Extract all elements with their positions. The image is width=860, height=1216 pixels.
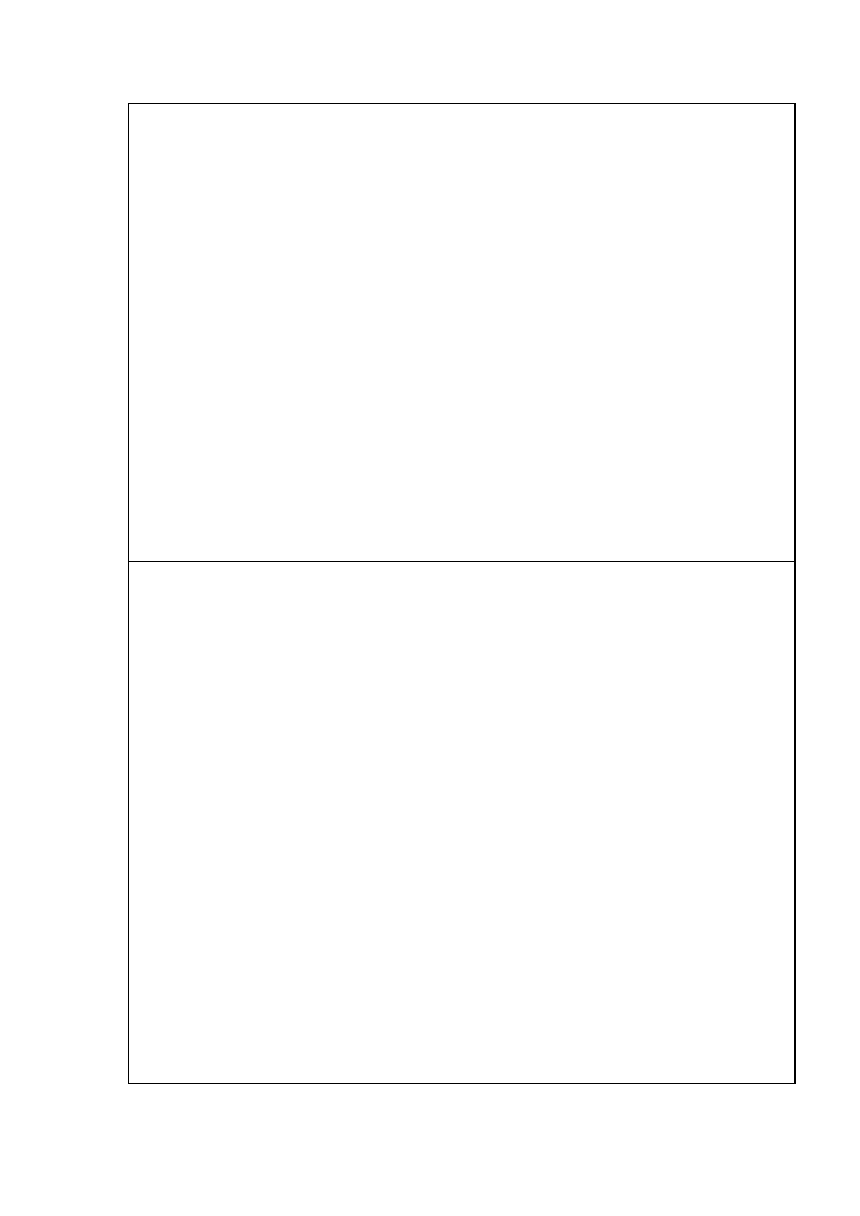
phrases-cell (129, 104, 794, 562)
numbered-phrases-cell (129, 562, 794, 1083)
vocabulary-table (128, 103, 796, 1084)
